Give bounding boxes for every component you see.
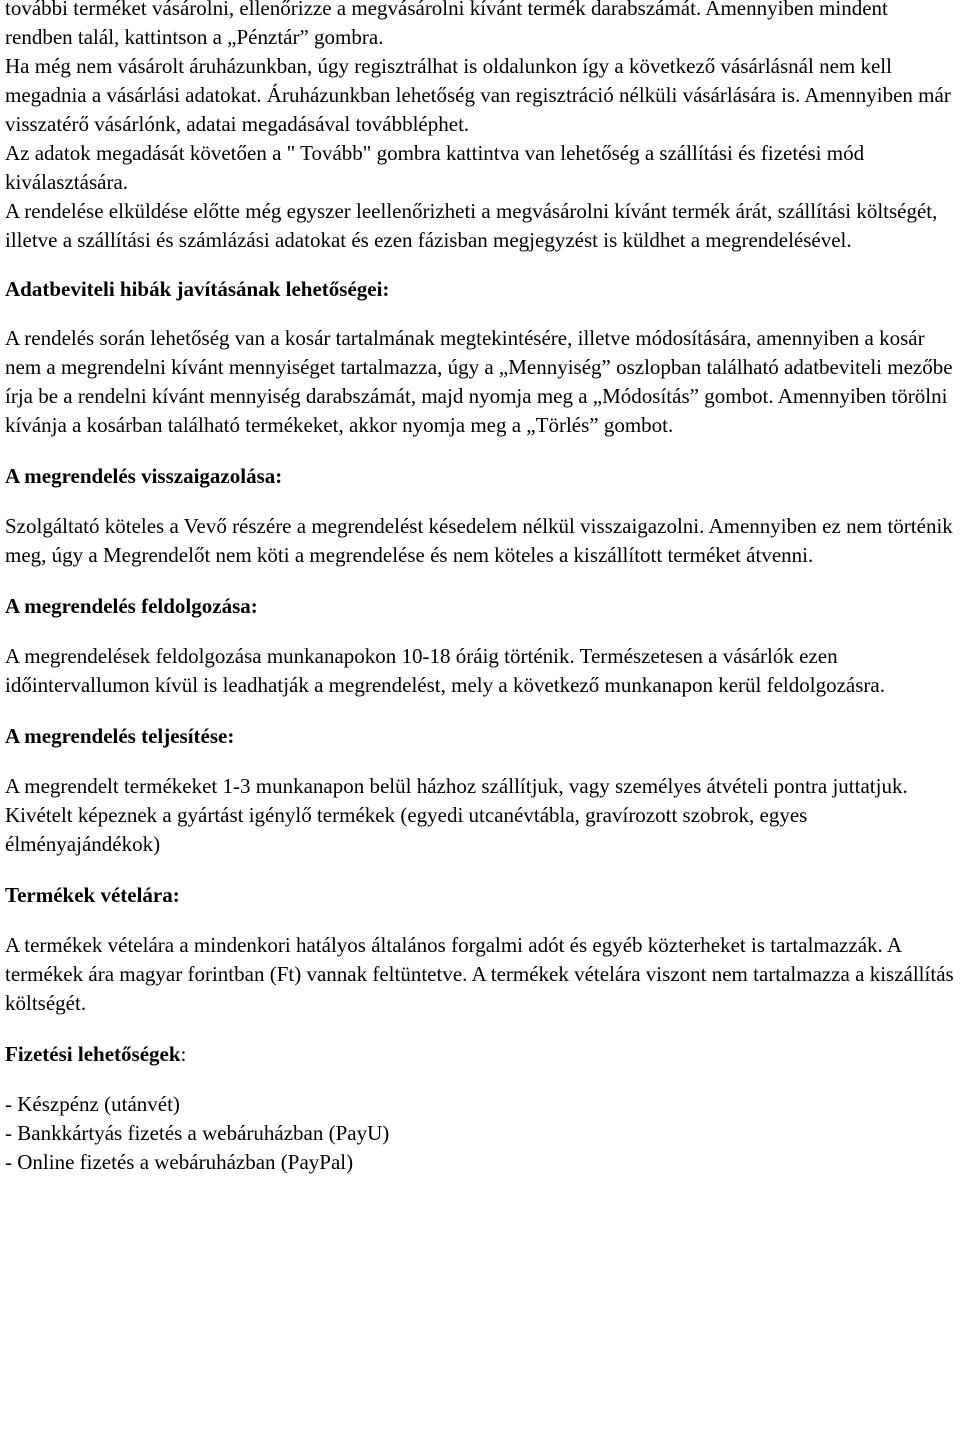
section-body-fulfilment: A megrendelt termékeket 1-3 munkanapon belül házhoz szállítjuk, vagy személyes átvételi pontra juttatjuk. Kivételt képeznek a gyártást igénylő termékek (egyedi utcanévtábla, gravírozott szobrok, egyes élményajándékok): [5, 774, 908, 856]
list-item: - Bankkártyás fizetés a webáruházban (PayU): [5, 1121, 390, 1145]
section-processing: [5, 592, 957, 700]
section-corrections: [5, 275, 957, 440]
section-heading-corrections: Adatbeviteli hibák javításának lehetőségei:: [5, 277, 390, 301]
section-confirmation: [5, 462, 957, 570]
section-payment: [5, 1040, 957, 1177]
section-heading-payment: [5, 1040, 957, 1068]
section-heading-payment-text: Fizetési lehetőségek: [5, 1042, 181, 1066]
list-item: - Készpénz (utánvét): [5, 1092, 180, 1116]
intro-paragraph-registration: Ha még nem vásárolt áruházunkban, úgy regisztrálhat is oldalunkon így a következő vásárlásnál nem kell megadnia a vásárlási adatokat. Áruházunkban lehetőség van regisztráció nélküli vásárlására is. Amennyiben már visszatérő vásárlónk, adatai megadásával továbbléphet.: [5, 54, 951, 136]
section-body-processing: A megrendelések feldolgozása munkanapokon 10-18 óráig történik. Természetesen a vásárlók ezen időintervallumon kívül is leadhatják a megrendelést, mely a következő munkanapon kerül feldolgozásra.: [5, 644, 885, 697]
list-item: - Online fizetés a webáruházban (PayPal): [5, 1150, 354, 1174]
section-heading-fulfilment: A megrendelés teljesítése:: [5, 724, 235, 748]
section-heading-processing: A megrendelés feldolgozása:: [5, 594, 258, 618]
section-body-confirmation: Szolgáltató köteles a Vevő részére a megrendelést késedelem nélkül visszaigazolni. Amennyiben ez nem történik meg, úgy a Megrendelőt nem köti a megrendelése és nem köteles a kiszállított terméket átvenni.: [5, 514, 953, 567]
intro-block: [5, 0, 957, 255]
section-heading-price: Termékek vételára:: [5, 883, 180, 907]
document-page: [5, 0, 957, 1177]
section-fulfilment: [5, 722, 957, 859]
section-heading-payment-colon: :: [180, 1042, 187, 1066]
section-body-price: A termékek vételára a mindenkori hatályos általános forgalmi adót és egyéb közterheket is tartalmazzák. A termékek ára magyar forintban (Ft) vannak feltüntetve. A termékek vételára viszont nem tartalmazza a kiszállítás költségét.: [5, 933, 954, 1015]
payment-options-list: [5, 1090, 957, 1177]
intro-paragraph-review: A rendelése elküldése előtte még egyszer leellenőrizheti a megvásárolni kívánt termék árát, szállítási költségét, illetve a szállítási és számlázási adatokat és ezen fázisban megjegyzést is küldhet a megrendelésével.: [5, 199, 938, 252]
section-heading-confirmation: A megrendelés visszaigazolása:: [5, 464, 283, 488]
intro-paragraph-next-step: Az adatok megadását követően a " Tovább" gombra kattintva van lehetőség a szállítási és fizetési mód kiválasztására.: [5, 141, 865, 194]
section-body-corrections: A rendelés során lehetőség van a kosár tartalmának megtekintésére, illetve módosítására, amennyiben a kosár nem a megrendelni kívánt mennyiséget tartalmazza, úgy a „Mennyiség” oszlopban található adatbeviteli mezőbe írja be a rendelni kívánt mennyiség darabszámát, majd nyomja meg a „Módosítás” gombot. Amennyiben törölni kívánja a kosárban található termékeket, akkor nyomja meg a „Törlés” gombot.: [5, 326, 953, 437]
intro-paragraph-checkout: további terméket vásárolni, ellenőrizze a megvásárolni kívánt termék darabszámát. Amennyiben mindent rendben talál, kattintson a „Pénztár” gombra.: [5, 0, 888, 49]
section-price: [5, 881, 957, 1018]
